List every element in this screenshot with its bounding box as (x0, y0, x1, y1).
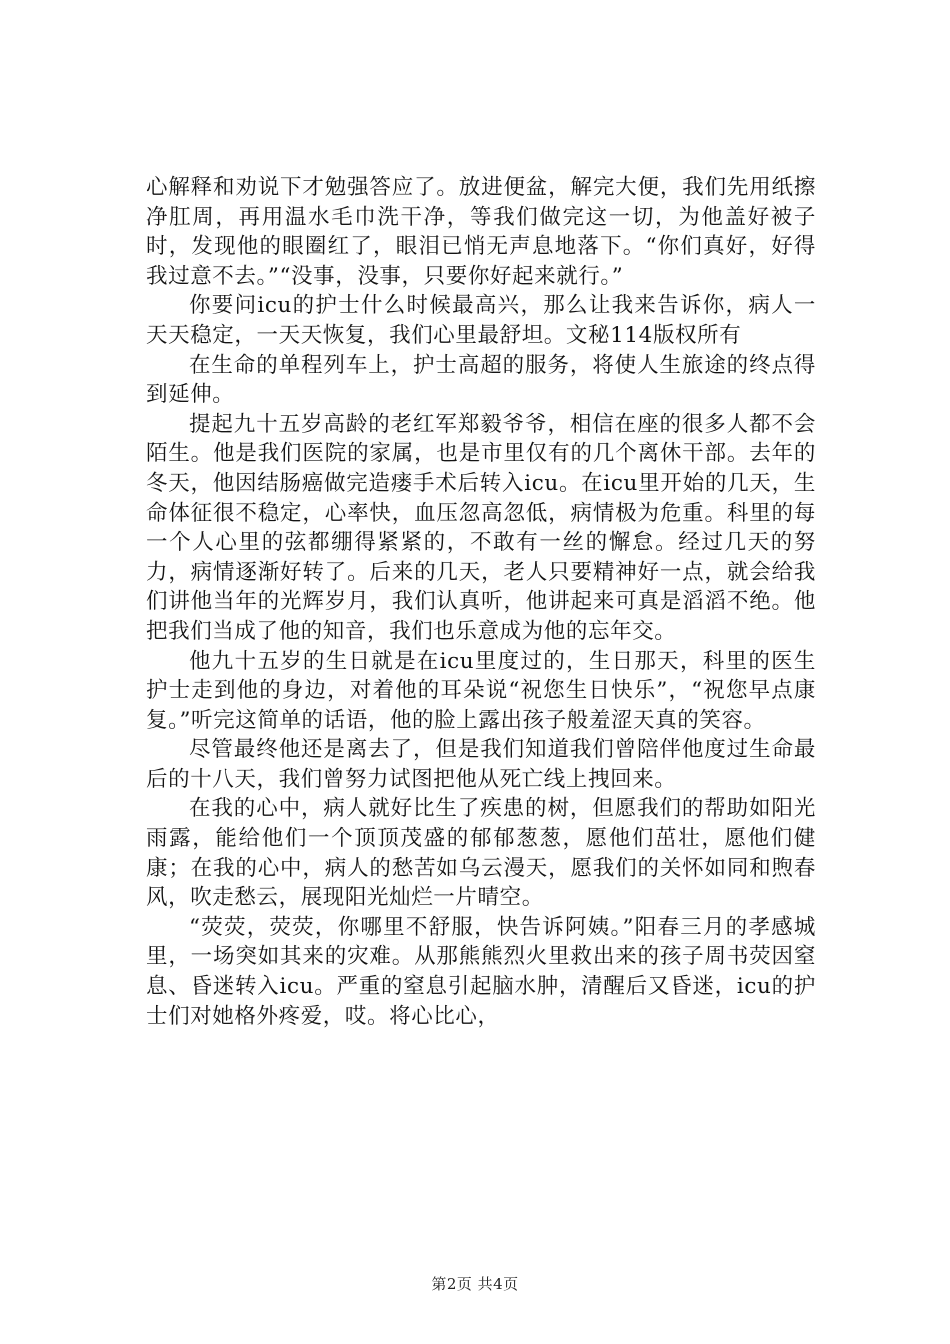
document-body (146, 173, 816, 1031)
paragraph-8: “荧荧，荧荧，你哪里不舒服，快告诉阿姨。”阳春三月的孝感城里，一场突如其来的灾难。从那熊熊烈火里救出来的孩子周书荧因窒息、昏迷转入icu。严重的窒息引起脑水肿，清醒后又昏迷，icu的护士们对她格外疼爱，哎。将心比心， (146, 914, 816, 1029)
page-number-footer: 第2页 共4页 (431, 1275, 519, 1293)
paragraph-5: 他九十五岁的生日就是在icu里度过的，生日那天，科里的医生护士走到他的身边，对着他的耳朵说“祝您生日快乐”，“祝您早点康复。”听完这简单的话语，他的脸上露出孩子般羞涩天真的笑容。 (146, 648, 816, 733)
paragraph-3: 在生命的单程列车上，护士高超的服务，将使人生旅途的终点得到延伸。 (146, 352, 816, 408)
paragraph-4: 提起九十五岁高龄的老红军郑毅爷爷，相信在座的很多人都不会陌生。他是我们医院的家属，也是市里仅有的几个离休干部。去年的冬天，他因结肠癌做完造瘘手术后转入icu。在icu里开始的几天，生命体征很不稳定，心率快，血压忽高忽低，病情极为危重。科里的每一个人心里的弦都绷得紧紧的，不敢有一丝的懈怠。经过几天的努力，病情逐渐好转了。后来的几天，老人只要精神好一点，就会给我们讲他当年的光辉岁月，我们认真听，他讲起来可真是滔滔不绝。他把我们当成了他的知音，我们也乐意成为他的忘年交。 (146, 411, 816, 644)
paragraph-6: 尽管最终他还是离去了，但是我们知道我们曾陪伴他度过生命最后的十八天，我们曾努力试图把他从死亡线上拽回来。 (146, 737, 816, 792)
paragraph-7: 在我的心中，病人就好比生了疾患的树，但愿我们的帮助如阳光雨露，能给他们一个顶顶茂盛的郁郁葱葱，愿他们茁壮，愿他们健康；在我的心中，病人的愁苦如乌云漫天，愿我们的关怀如同和煦春风，吹走愁云，展现阳光灿烂一片晴空。 (146, 796, 816, 911)
paragraph-1: 心解释和劝说下才勉强答应了。放进便盆，解完大便，我们先用纸擦净肛周，再用温水毛巾洗干净，等我们做完这一切，为他盖好被子时，发现他的眼圈红了，眼泪已悄无声息地落下。“你们真好，好得我过意不去。”“没事，没事，只要你好起来就行。” (146, 175, 816, 289)
paragraph-2: 你要问icu的护士什么时候最高兴，那么让我来告诉你，病人一天天稳定，一天天恢复，我们心里最舒坦。文秘114版权所有 (146, 293, 816, 348)
